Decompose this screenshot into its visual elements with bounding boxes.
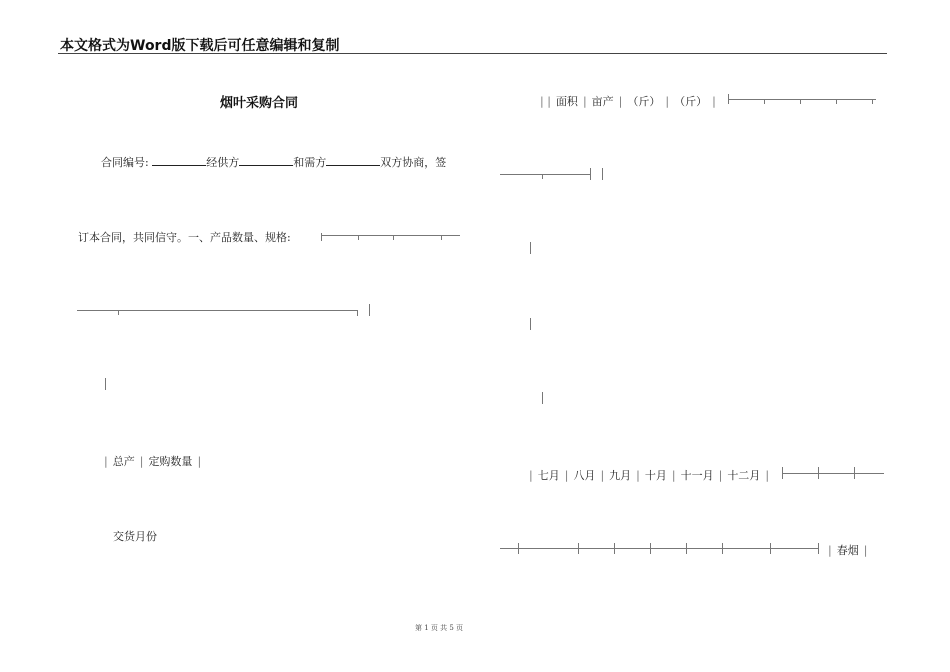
contract-number-label: 合同编号: — [101, 156, 149, 169]
total-row: | 总产 | 定购数量 | — [104, 455, 202, 468]
spring-tobacco-cell: 春烟 — [836, 544, 859, 557]
table-rule — [770, 543, 771, 554]
table-rule — [322, 235, 460, 236]
table-rule — [500, 174, 590, 175]
table-rule — [818, 543, 819, 554]
month-cell: 十二月 — [727, 469, 761, 482]
table-rule — [836, 99, 837, 104]
jin-cell-1: （斤） — [627, 95, 661, 108]
table-rule — [118, 310, 119, 315]
buyer-label: 和需方 — [293, 156, 327, 169]
table-rule — [518, 543, 519, 554]
delivery-month-label: 交货月份 — [113, 530, 157, 543]
header-rule — [58, 53, 887, 54]
table-rule — [783, 473, 884, 474]
order-quantity-cell: 定购数量 — [148, 455, 193, 468]
contract-line-2: 订本合同，共同信守。一、产品数量、规格: — [78, 231, 291, 244]
table-rule — [578, 543, 579, 554]
page-footer: 第 1 页 共 5 页 — [415, 624, 464, 632]
month-cell: 十一月 — [680, 469, 714, 482]
table-rule — [369, 304, 370, 316]
table-rule — [77, 310, 357, 311]
table-rule — [590, 168, 591, 180]
table-rule — [358, 235, 359, 240]
month-cell: 九月 — [609, 469, 632, 482]
table-rule — [530, 242, 531, 254]
jin-cell-2: （斤） — [674, 95, 708, 108]
table-rule — [357, 310, 358, 316]
table-rule — [614, 543, 615, 554]
table-rule — [800, 99, 801, 104]
product-row: | 春烟 | — [828, 544, 868, 557]
area-cell: 面积 — [555, 95, 578, 108]
table-rule — [441, 235, 442, 240]
table-rule — [854, 467, 855, 479]
table-rule — [872, 99, 873, 104]
table-rule — [686, 543, 687, 554]
table-rule — [602, 168, 603, 180]
table-rule — [105, 378, 106, 390]
month-cell: 七月 — [537, 469, 560, 482]
table-rule — [722, 543, 723, 554]
table-rule — [530, 318, 531, 330]
contract-line-1 — [101, 154, 446, 170]
table-header-row: | | 面积 | 亩产 | （斤） | （斤） | — [540, 95, 716, 108]
table-rule — [764, 99, 765, 104]
month-row: | 七月 | 八月 | 九月 | 十月 | 十一月 | 十二月 | — [529, 469, 770, 482]
table-rule — [542, 392, 543, 404]
supplier-blank — [239, 155, 293, 166]
month-cell: 八月 — [573, 469, 596, 482]
document-title: 烟叶采购合同 — [220, 96, 299, 111]
table-rule — [729, 99, 876, 100]
yield-per-mu-cell: 亩产 — [591, 95, 614, 108]
supplier-label: 经供方 — [206, 156, 240, 169]
contract-number-blank — [152, 155, 206, 166]
buyer-blank — [326, 155, 380, 166]
total-production-cell: 总产 — [112, 455, 135, 468]
agreement-text: 双方协商，签 — [380, 156, 447, 169]
table-rule — [542, 174, 543, 179]
table-rule — [818, 467, 819, 479]
page-header: 本文格式为Word版下载后可任意编辑和复制 — [60, 38, 340, 54]
month-cell: 十月 — [644, 469, 667, 482]
table-rule — [393, 235, 394, 240]
table-rule — [650, 543, 651, 554]
